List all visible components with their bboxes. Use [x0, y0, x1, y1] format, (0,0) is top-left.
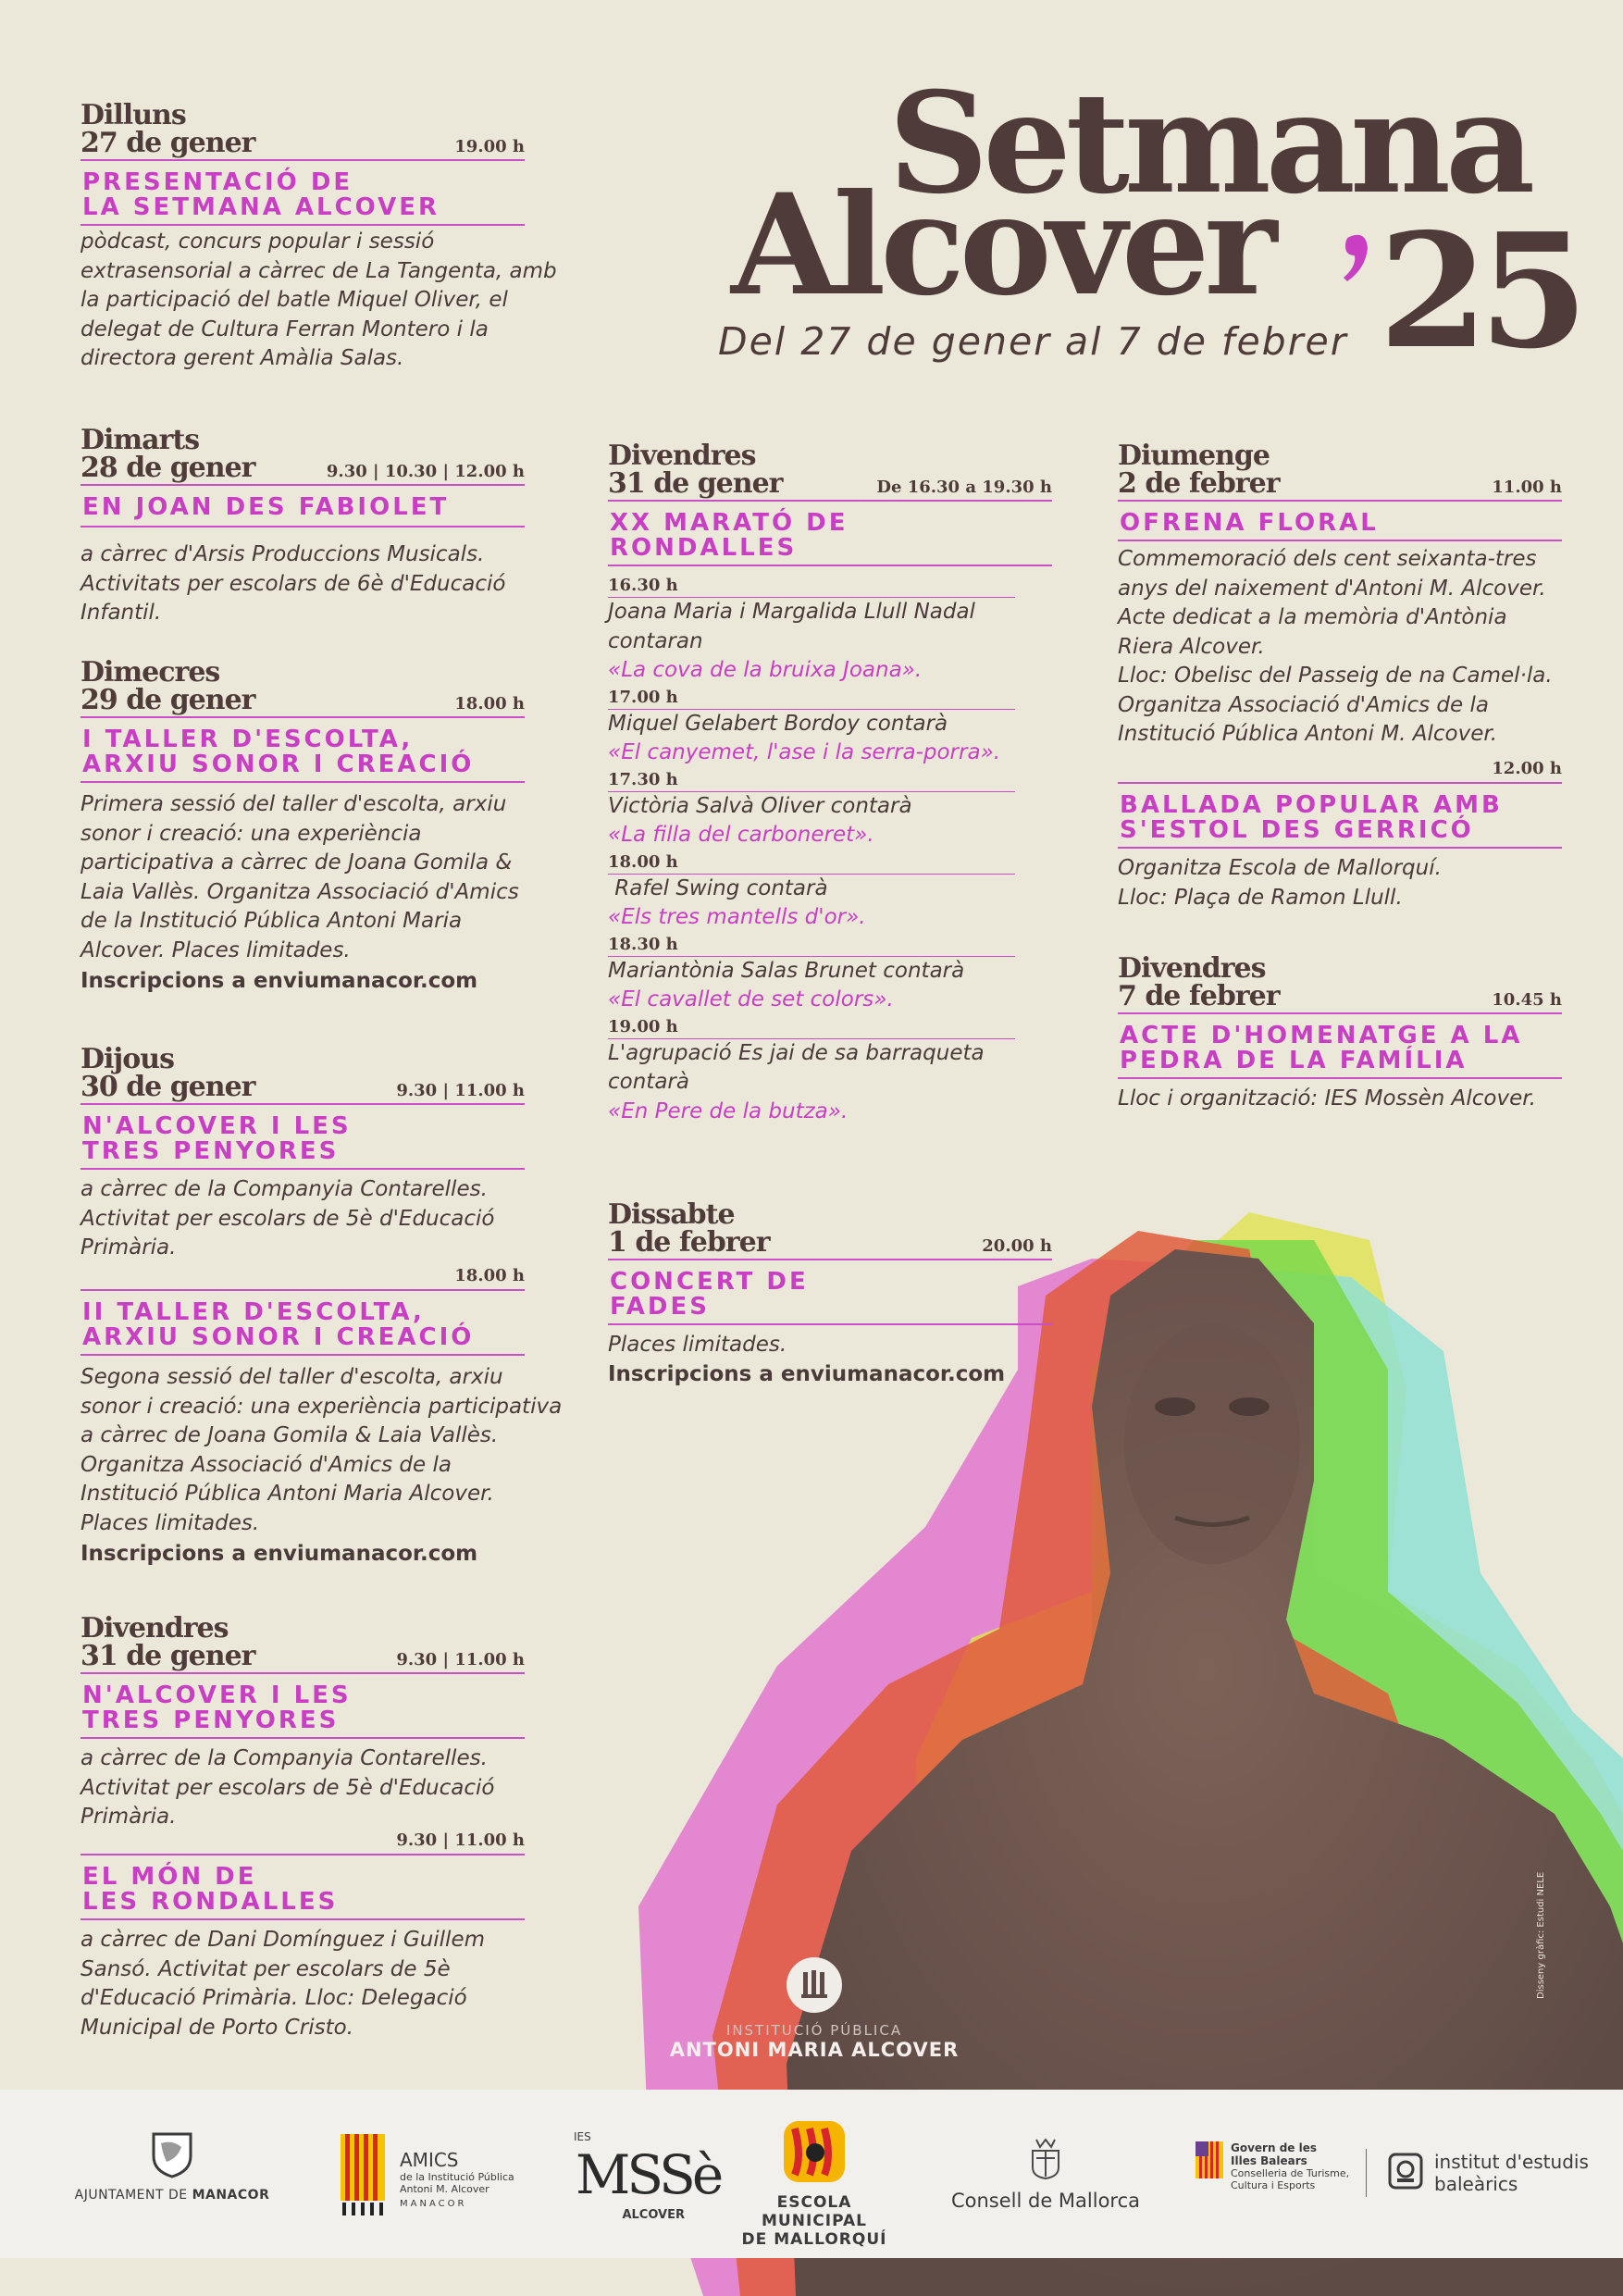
event-time: 19.00 h [454, 137, 525, 156]
session-story: «La cova de la bruixa Joana». [608, 658, 923, 682]
event-day: Divendres [1118, 952, 1266, 985]
logo-govern-illes-balears: Govern de les Illes Balears Conselleria de Turisme, Cultura i Esports [1196, 2138, 1362, 2212]
logo-institut-estudis-balearics: institut d'estudis baleàrics [1388, 2149, 1610, 2204]
event-description: a càrrec de Dani Domínguez i Guillem Sansó. Activitat per escolars de 5è d'Educació Primària. Lloc: Delegació Municipal de Porto Cristo. [81, 1928, 485, 2040]
event-day: Dilluns [81, 99, 186, 131]
event-time: 9.30 | 11.00 h [396, 1650, 525, 1669]
session-teller: Miquel Gelabert Bordoy contarà [608, 711, 948, 736]
event-date: 1 de febrer [608, 1226, 770, 1259]
ieb-emblem-icon [1388, 2153, 1423, 2190]
manacor-shield-icon [150, 2130, 194, 2178]
session-time: 18.30 h [608, 934, 678, 954]
session-story: «En Pere de la butza». [608, 1098, 849, 1123]
event-date: 27 de gener [81, 127, 255, 159]
event-time: 12.00 h [1492, 759, 1562, 778]
event-title: N'ALCOVER I LES TRES PENYORES [82, 1682, 352, 1734]
event-description: Commemoració dels cent seixanta-tres anys del naixement d'Antoni M. Alcover. Acte dedicat a la memòria d'Antònia Riera Alcover. Lloc: Obelisc del Passeig de na Camel·la. Organitza Associació d'Amics de la Institució Pública Antoni M. Alcover. [1118, 547, 1553, 746]
govern-flag-icon [1196, 2141, 1223, 2178]
event-title: EL MÓN DE LES RONDALLES [82, 1863, 339, 1916]
divider [1118, 847, 1562, 849]
session-story: «La filla del carboneret». [608, 823, 874, 847]
registration-link[interactable]: Inscripcions a enviumanacor.com [81, 969, 478, 993]
divider [81, 1289, 525, 1291]
event-description: Places limitades. [608, 1333, 787, 1357]
divider [1118, 500, 1562, 502]
divider [81, 1103, 525, 1105]
divider [1118, 782, 1562, 784]
event-date: 2 de febrer [1118, 467, 1280, 500]
event-taller-escolta-1 [81, 656, 525, 993]
event-title: OFRENA FLORAL [1120, 509, 1379, 537]
event-title: II TALLER D'ESCOLTA, ARXIU SONOR I CREACIÓ [82, 1298, 475, 1351]
institution-line2: ANTONI MARIA ALCOVER [669, 2039, 960, 2061]
event-title: I TALLER D'ESCOLTA, ARXIU SONOR I CREACIÓ [82, 726, 475, 778]
session-teller: L'agrupació Es jai de sa barraqueta contarà [608, 1040, 985, 1094]
event-time: 20.00 h [982, 1236, 1052, 1256]
session-time: 18.00 h [608, 851, 678, 872]
session-story: «Els tres mantells d'or». [608, 905, 866, 929]
event-title: ACTE D'HOMENATGE A LA PEDRA DE LA FAMÍLIA [1120, 1022, 1523, 1074]
event-description: Lloc i organització: IES Mossèn Alcover. [1118, 1086, 1536, 1111]
event-date: 31 de gener [81, 1640, 255, 1672]
event-date: 28 de gener [81, 452, 255, 484]
event-date: 31 de gener [608, 467, 783, 500]
divider [81, 159, 525, 161]
event-title: PRESENTACIÓ DE LA SETMANA ALCOVER [82, 168, 440, 221]
event-day: Divendres [608, 440, 756, 472]
session [608, 770, 1015, 850]
event-description: a càrrec de la Companyia Contarelles. Activitat per escolars de 5è d'Educació Primària. [81, 1177, 495, 1260]
event-description: a càrrec d'Arsis Produccions Musicals. Activitats per escolars de 6è d'Educació Infantil. [81, 542, 506, 625]
divider [81, 1672, 525, 1674]
event-day: Divendres [81, 1612, 229, 1644]
event-alcover-tres-penyores-1 [81, 1043, 525, 1263]
event-date: 30 de gener [81, 1071, 255, 1103]
session [608, 935, 1015, 1015]
institution-logo [666, 1957, 962, 2061]
event-description: pòdcast, concurs popular i sessió extrasensorial a càrrec de La Tangenta, amb la participació del batle Miquel Oliver, el delegat de Cultura Ferran Montero i la directora gerent Amàlia Salas. [81, 230, 557, 370]
session [608, 688, 1015, 768]
divider [608, 1259, 1052, 1260]
event-title: XX MARATÓ DE RONDALLES [610, 509, 849, 562]
event-description: Segona sessió del taller d'escolta, arxiu sonor i creació: una experiència participativa a càrrec de Joana Gomila & Laia Vallès. Organitza Associació d'Amics de la Institució Pública Antoni Maria Alcover. Places limitades. [81, 1365, 563, 1535]
event-alcover-tres-penyores-2 [81, 1612, 525, 1832]
divider [81, 526, 525, 527]
event-ofrena-floral [1118, 442, 1562, 750]
divider [1118, 1012, 1562, 1014]
session-time: 19.00 h [608, 1016, 678, 1036]
footer-divider [1366, 2149, 1367, 2197]
logo-escola-mallorqui: ESCOLA MUNICIPAL DE MALLORQUÍ [722, 2119, 907, 2249]
design-credit: Disseny gràfic: Estudi NELE [1536, 1871, 1546, 1999]
event-date: 29 de gener [81, 684, 255, 716]
event-time: 9.30 | 11.00 h [396, 1831, 525, 1850]
event-time: 11.00 h [1492, 478, 1562, 497]
event-time: De 16.30 a 19.30 h [876, 478, 1052, 497]
event-day: Dimarts [81, 424, 200, 456]
amics-flag-icon [341, 2134, 385, 2217]
event-date: 7 de febrer [1118, 980, 1280, 1012]
session-teller: Joana Maria i Margalida Llull Nadal contaran [608, 600, 975, 653]
header-year: 25 [1379, 199, 1580, 384]
session-list [608, 576, 1015, 1126]
session [608, 1017, 1015, 1127]
event-description: Primera sessió del taller d'escolta, arxiu sonor i creació: una experiència participativa a càrrec de Joana Gomila & Laia Vallès. Organitza Associació d'Amics de la Institució Pública Antoni Maria Alcover. Places limitades. [81, 792, 519, 962]
registration-link[interactable]: Inscripcions a enviumanacor.com [608, 1361, 1006, 1386]
divider [608, 1323, 1052, 1325]
event-time: 9.30 | 10.30 | 12.00 h [326, 462, 525, 481]
event-title: CONCERT DE FADES [610, 1268, 809, 1321]
registration-link[interactable]: Inscripcions a enviumanacor.com [81, 1542, 478, 1566]
event-marato-rondalles [608, 442, 1052, 1126]
logo-ajuntament-manacor: AJUNTAMENT DE MANACOR [70, 2130, 274, 2203]
logo-consell-mallorca: Consell de Mallorca [944, 2136, 1147, 2212]
escola-emblem-icon [782, 2119, 847, 2184]
session [608, 576, 1015, 686]
event-time: 18.00 h [454, 1266, 525, 1285]
session-story: «El cavallet de set colors». [608, 987, 894, 1011]
event-concert-fades [608, 1198, 1052, 1386]
event-day: Dimecres [81, 656, 220, 689]
event-day: Dissabte [608, 1198, 735, 1231]
event-acte-homenatge [1118, 952, 1562, 1114]
divider [81, 1354, 525, 1356]
divider [608, 500, 1052, 502]
event-joan-des-fabiolet [81, 424, 525, 628]
session-teller: Mariantònia Salas Brunet contarà [608, 958, 965, 983]
divider [1118, 1077, 1562, 1079]
divider [81, 224, 525, 226]
divider [81, 781, 525, 783]
divider [81, 484, 525, 486]
header-subtitle: Del 27 de gener al 7 de febrer [718, 319, 1348, 364]
session-teller: Rafel Swing contarà [608, 875, 828, 900]
event-presentacio [81, 99, 557, 374]
event-time: 10.45 h [1492, 990, 1562, 1010]
event-time: 18.00 h [454, 694, 525, 714]
divider [81, 716, 525, 718]
divider [608, 565, 1052, 566]
divider [1118, 540, 1562, 541]
event-title: EN JOAN DES FABIOLET [82, 493, 450, 521]
institution-emblem-icon [787, 1957, 842, 2013]
event-day: Diumenge [1118, 440, 1270, 472]
header-title-line1: Setmana [888, 62, 1530, 225]
logo-amics: AMICS de la Institució Pública Antoni M. Alcover MANACOR [341, 2128, 526, 2221]
session-teller: Victòria Salvà Oliver contarà [608, 793, 912, 818]
session-time: 17.00 h [608, 687, 678, 707]
divider [81, 1854, 525, 1855]
header-title-line2: Alcover [731, 164, 1272, 327]
logo-ies-mossen-alcover: IES MSSè ALCOVER [574, 2130, 721, 2222]
session-time: 17.30 h [608, 769, 678, 789]
divider [81, 1168, 525, 1170]
event-title: BALLADA POPULAR AMB S'ESTOL DES GERRICÓ [1120, 791, 1503, 844]
divider [81, 1918, 525, 1920]
session-story: «El canyemet, l'ase i la serra-porra». [608, 740, 1001, 764]
apostrophe-mark [1340, 230, 1371, 285]
event-time: 9.30 | 11.00 h [396, 1081, 525, 1100]
session [608, 852, 1015, 933]
institution-line1: INSTITUCIÓ PÚBLICA [725, 2022, 903, 2039]
divider [81, 1737, 525, 1739]
consell-crest-icon [1027, 2136, 1064, 2180]
session-time: 16.30 h [608, 576, 678, 595]
event-mon-rondalles [81, 1831, 525, 2042]
event-description: Organitza Escola de Mallorquí. Lloc: Plaça de Ramon Llull. [1118, 856, 1442, 910]
event-taller-escolta-2 [81, 1266, 563, 1566]
event-day: Dijous [81, 1043, 174, 1075]
event-description: a càrrec de la Companyia Contarelles. Activitat per escolars de 5è d'Educació Primària. [81, 1746, 495, 1829]
event-title: N'ALCOVER I LES TRES PENYORES [82, 1112, 352, 1165]
event-ballada-popular [1118, 759, 1562, 912]
